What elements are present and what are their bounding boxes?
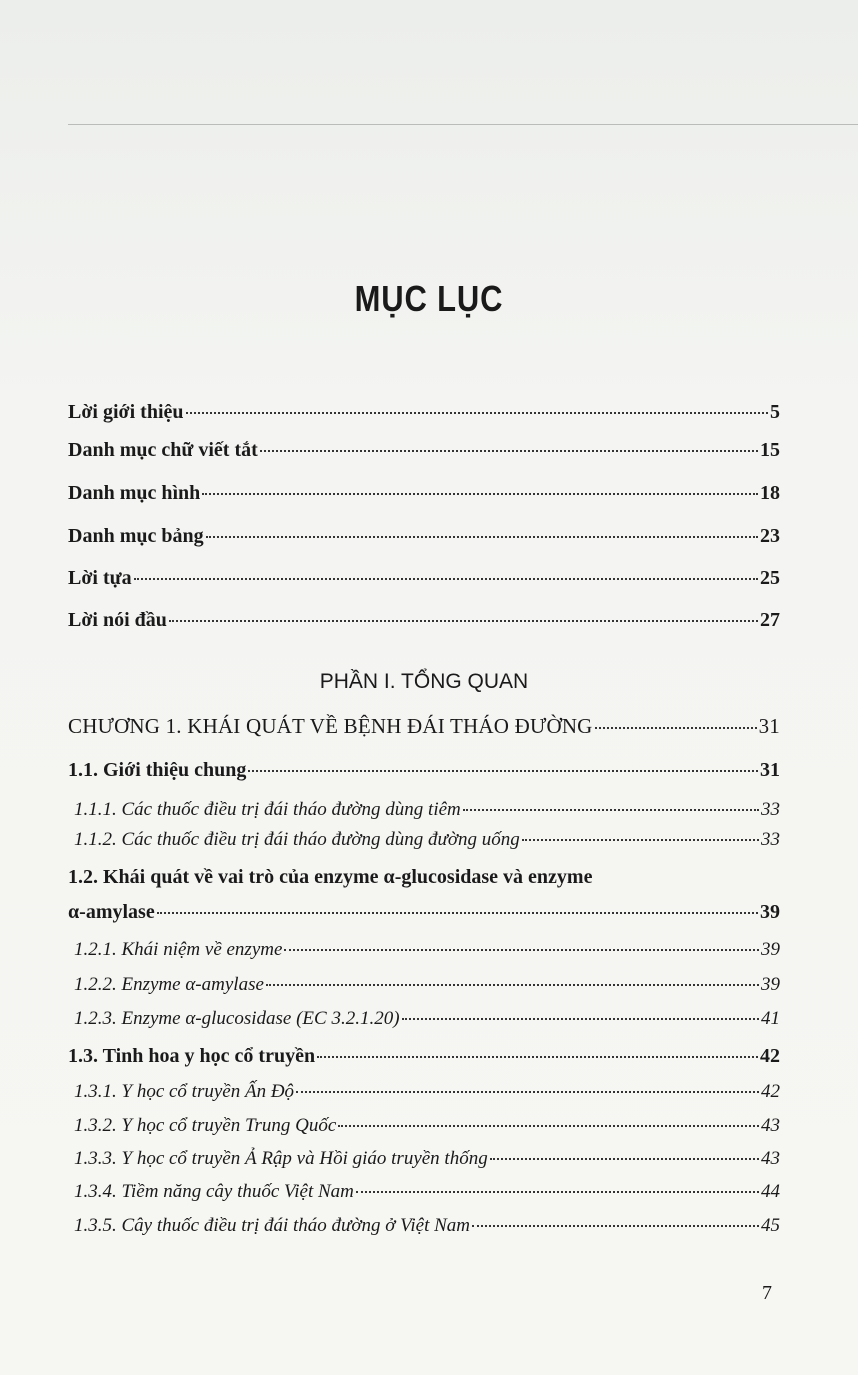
toc-page-number: 42 — [760, 1045, 780, 1067]
header-rule — [68, 124, 858, 125]
leader-dots — [402, 1001, 759, 1020]
leader-dots — [472, 1208, 759, 1227]
toc-entry-chapter-1[interactable]: CHƯƠNG 1. KHÁI QUÁT VỀ BỆNH ĐÁI THÁO ĐƯỜNG 31 — [68, 712, 780, 739]
toc-entry-1-1-2[interactable]: 1.1.2. Các thuốc điều trị đái tháo đường dùng đường uống 33 — [68, 826, 780, 851]
toc-page-number: 39 — [761, 974, 780, 996]
toc-page-number: 31 — [758, 713, 780, 738]
toc-page-number: 41 — [761, 1008, 780, 1030]
leader-dots — [595, 708, 757, 729]
toc-page-number: 31 — [760, 759, 780, 781]
leader-dots — [338, 1108, 759, 1127]
leader-dots — [186, 394, 769, 414]
toc-entry-1-2-1[interactable]: 1.2.1. Khái niệm về enzyme 39 — [68, 936, 780, 961]
toc-page-number: 15 — [760, 439, 780, 461]
toc-entry-1-3-4[interactable]: 1.3.4. Tiềm năng cây thuốc Việt Nam 44 — [68, 1178, 780, 1203]
toc-page-number: 42 — [761, 1081, 780, 1103]
toc-entry-loi-gioi-thieu[interactable]: Lời giới thiệu 5 — [68, 398, 780, 424]
toc-page-number: 18 — [760, 482, 780, 504]
toc-entry-1-1-1[interactable]: 1.1.1. Các thuốc điều trị đái tháo đường dùng tiêm 33 — [68, 796, 780, 821]
toc-entry-1-2-line1[interactable]: 1.2. Khái quát về vai trò của enzyme α-glucosidase và enzyme — [68, 866, 593, 888]
toc-page-number: 39 — [760, 901, 780, 923]
leader-dots — [463, 792, 759, 811]
toc-page-number: 27 — [760, 609, 780, 631]
leader-dots — [522, 822, 759, 841]
toc-page-number: 43 — [761, 1115, 780, 1137]
toc-page-number: 39 — [761, 939, 780, 961]
leader-dots — [206, 518, 758, 538]
leader-dots — [266, 967, 759, 986]
toc-entry-danh-muc-bang[interactable]: Danh mục bảng 23 — [68, 522, 780, 548]
toc-entry-loi-tua[interactable]: Lời tựa 25 — [68, 564, 780, 590]
leader-dots — [490, 1141, 759, 1160]
toc-entry-1-2-2[interactable]: 1.2.2. Enzyme α-amylase 39 — [68, 971, 780, 996]
page-number: 7 — [762, 1282, 772, 1304]
toc-entry-danh-muc-chu-viet-tat[interactable]: Danh mục chữ viết tắt 15 — [68, 436, 780, 462]
toc-entry-1-3[interactable]: 1.3. Tinh hoa y học cổ truyền 42 — [68, 1042, 780, 1068]
part-heading: PHẦN I. TỔNG QUAN — [319, 670, 529, 693]
toc-page-number: 45 — [761, 1215, 780, 1237]
toc-entry-1-2[interactable]: α-amylase 39 — [68, 898, 780, 924]
toc-page-number: 33 — [761, 799, 780, 821]
leader-dots — [296, 1074, 759, 1093]
page-title: MỤC LỤC — [354, 278, 504, 319]
leader-dots — [260, 432, 758, 452]
leader-dots — [317, 1038, 758, 1058]
toc-page-number: 43 — [761, 1148, 780, 1170]
leader-dots — [169, 602, 758, 622]
toc-page-number: 44 — [761, 1181, 780, 1203]
toc-entry-1-3-3[interactable]: 1.3.3. Y học cổ truyền Ả Rập và Hồi giáo truyền thống 43 — [68, 1145, 780, 1170]
toc-page-number: 25 — [760, 567, 780, 589]
toc-page-number: 23 — [760, 525, 780, 547]
toc-entry-1-2-3[interactable]: 1.2.3. Enzyme α-glucosidase (EC 3.2.1.20) 41 — [68, 1005, 780, 1030]
leader-dots — [134, 560, 758, 580]
leader-dots — [202, 475, 758, 495]
leader-dots — [284, 932, 759, 951]
toc-entry-danh-muc-hinh[interactable]: Danh mục hình 18 — [68, 479, 780, 505]
toc-entry-1-1[interactable]: 1.1. Giới thiệu chung 31 — [68, 756, 780, 782]
toc-entry-1-3-1[interactable]: 1.3.1. Y học cổ truyền Ấn Độ 42 — [68, 1078, 780, 1103]
leader-dots — [356, 1174, 759, 1193]
toc-entry-1-3-5[interactable]: 1.3.5. Cây thuốc điều trị đái tháo đường ở Việt Nam 45 — [68, 1212, 780, 1237]
toc-entry-loi-noi-dau[interactable]: Lời nói đầu 27 — [68, 606, 780, 632]
leader-dots — [248, 752, 758, 772]
toc-page-number: 5 — [770, 401, 780, 423]
toc-page-number: 33 — [761, 829, 780, 851]
leader-dots — [157, 894, 758, 914]
toc-entry-1-3-2[interactable]: 1.3.2. Y học cổ truyền Trung Quốc 43 — [68, 1112, 780, 1137]
